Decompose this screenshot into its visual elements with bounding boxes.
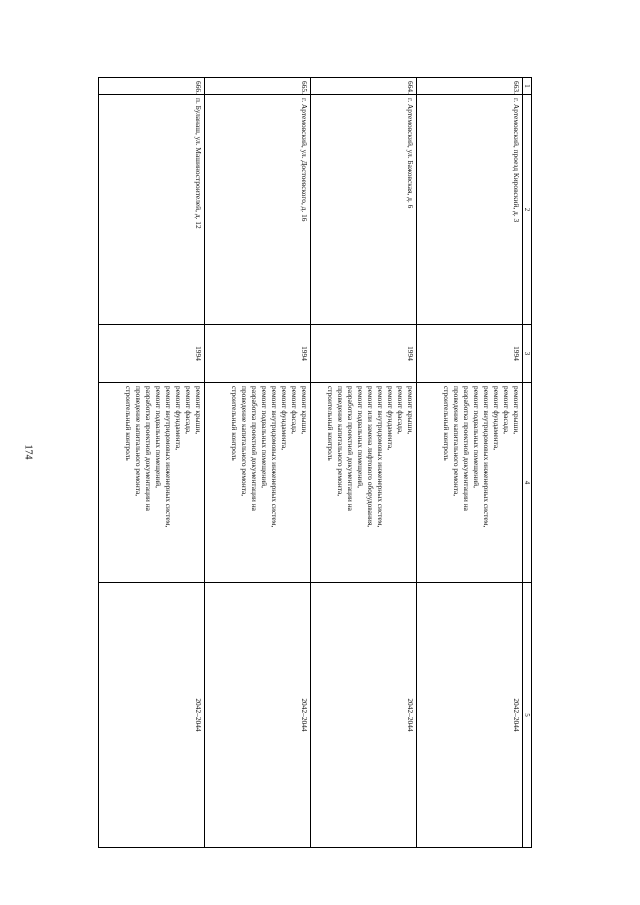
work-item: ремонт крыши, — [406, 386, 415, 435]
works-cell — [205, 383, 311, 583]
row-number: 665. — [205, 78, 311, 95]
works-cell — [311, 383, 417, 583]
column-number-row — [523, 78, 532, 848]
row-number: 664. — [311, 78, 417, 95]
year-cell: 1994 — [417, 325, 523, 383]
work-item: ремонт крыши, — [300, 386, 309, 435]
work-item: проведение капитального ремонта, — [240, 386, 249, 497]
period-cell: 2042–2044 — [311, 583, 417, 848]
table-row — [99, 78, 205, 848]
address-cell: г. Артемовский, ул. Достоевского, д. 16 — [205, 95, 311, 325]
work-item: строительный контроль — [124, 386, 133, 461]
work-item: ремонт крыши, — [512, 386, 521, 435]
rotated-table-wrapper — [77, 77, 532, 847]
work-item: проведение капитального ремонта, — [336, 386, 345, 497]
work-item: разработка проектной документации на — [346, 386, 355, 511]
work-item: ремонт фундамента, — [280, 386, 289, 451]
table-row — [311, 78, 417, 848]
work-item: ремонт фундамента, — [492, 386, 501, 451]
work-item: разработка проектной документации на — [144, 386, 153, 511]
work-item: проведение капитального ремонта, — [452, 386, 461, 497]
address-cell: г. Артемовский, проезд Кировский, д. 3 — [417, 95, 523, 325]
work-item: ремонт подвальных помещений, — [356, 386, 365, 488]
column-number: 4 — [523, 383, 532, 583]
year-cell: 1994 — [311, 325, 417, 383]
table-row — [205, 78, 311, 848]
work-item: строительный контроль — [442, 386, 451, 461]
column-number: 3 — [523, 325, 532, 383]
work-item: ремонт или замена лифтового оборудования, — [366, 386, 375, 528]
period-cell: 2042–2044 — [99, 583, 205, 848]
work-item: ремонт крыши, — [194, 386, 203, 435]
works-cell — [99, 383, 205, 583]
works-cell — [417, 383, 523, 583]
work-item: ремонт фундамента, — [174, 386, 183, 451]
table-row — [417, 78, 523, 848]
work-item: ремонт подвальных помещений, — [154, 386, 163, 488]
work-item: проведение капитального ремонта, — [134, 386, 143, 497]
work-item: ремонт фасада, — [396, 386, 405, 434]
row-number: 666. — [99, 78, 205, 95]
work-item: ремонт фундамента, — [386, 386, 395, 451]
year-cell: 1994 — [205, 325, 311, 383]
row-number: 663. — [417, 78, 523, 95]
period-cell: 2042–2044 — [417, 583, 523, 848]
work-item: ремонт внутридомовых инженерных систем, — [482, 386, 491, 528]
column-number: 5 — [523, 583, 532, 848]
address-cell: п. Буланаш, ул. Машиностроителей, д. 12 — [99, 95, 205, 325]
capital-repair-table — [98, 77, 532, 848]
column-number: 1 — [523, 78, 532, 95]
column-number: 2 — [523, 95, 532, 325]
work-item: строительный контроль — [230, 386, 239, 461]
work-item: ремонт фасада, — [502, 386, 511, 434]
page-number: 174 — [22, 444, 34, 460]
work-item: разработка проектной документации на — [250, 386, 259, 511]
work-item: ремонт фасада, — [184, 386, 193, 434]
work-item: разработка проектной документации на — [462, 386, 471, 511]
address-cell: г. Артемовский, ул. Бажовская, д. 6 — [311, 95, 417, 325]
year-cell: 1994 — [99, 325, 205, 383]
work-item: ремонт внутридомовых инженерных систем, — [376, 386, 385, 528]
work-item: строительный контроль — [326, 386, 335, 461]
work-item: ремонт подвальных помещений, — [260, 386, 269, 488]
work-item: ремонт внутридомовых инженерных систем, — [164, 386, 173, 528]
work-item: ремонт фасада, — [290, 386, 299, 434]
work-item: ремонт подвальных помещений, — [472, 386, 481, 488]
period-cell: 2042–2044 — [205, 583, 311, 848]
work-item: ремонт внутридомовых инженерных систем, — [270, 386, 279, 528]
